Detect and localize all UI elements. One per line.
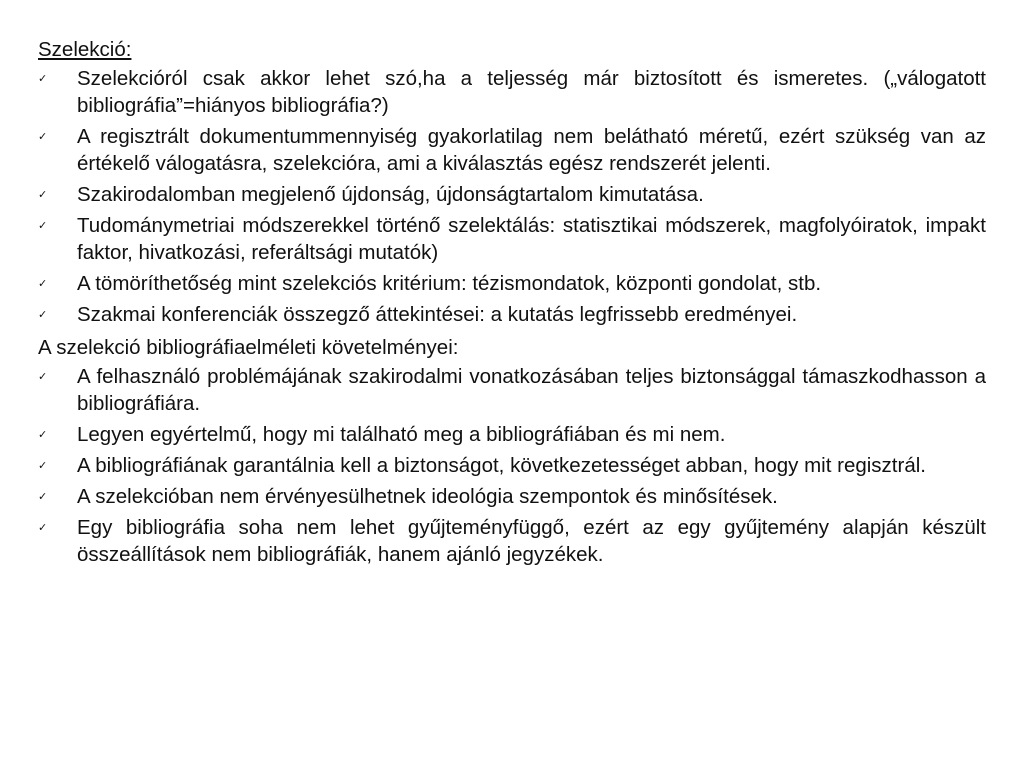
list-item-text: A tömöríthetőség mint szelekciós kritérium: tézismondatok, központi gondolat, stb. [77,272,822,295]
list-item-text: A bibliográfiának garantálnia kell a biztonságot, következetességet abban, hogy mit regisztrál. [77,454,926,477]
list-item-text: A szelekcióban nem érvényesülhetnek ideológia szempontok és minősítések. [77,485,778,508]
checkmark-icon: ✓ [38,277,48,290]
list-item-text: A felhasználó problémájának szakirodalmi vonatkozásában teljes biztonsággal támaszkodhasson a bibliográfiára. [77,365,986,415]
checkmark-icon: ✓ [38,459,48,472]
checkmark-icon: ✓ [38,428,48,441]
selection-list [38,65,986,328]
list-item [38,452,986,479]
list-item-text: Szakmai konferenciák összegző áttekintései: a kutatás legfrissebb eredményei. [77,303,798,326]
list-item [38,363,986,417]
list-item [38,123,986,177]
checkmark-icon: ✓ [38,490,48,503]
list-item [38,301,986,328]
list-item [38,421,986,448]
checkmark-icon: ✓ [38,521,48,534]
checkmark-icon: ✓ [38,72,48,85]
list-item [38,514,986,568]
list-item-text: A regisztrált dokumentummennyiség gyakorlatilag nem belátható méretű, ezért szükség van az értékelő válogatásra, szelekcióra, ami a kiválasztás egész rendszerét jelenti. [77,125,986,175]
checkmark-icon: ✓ [38,308,48,321]
checkmark-icon: ✓ [38,188,48,201]
list-item-text: Szelekcióról csak akkor lehet szó,ha a teljesség már biztosított és ismeretes. („válogatott bibliográfia”=hiányos bibliográfia?) [77,67,986,117]
list-item-text: Szakirodalomban megjelenő újdonság, újdonságtartalom kimutatása. [77,183,704,206]
checkmark-icon: ✓ [38,130,48,143]
list-item [38,212,986,266]
list-item [38,483,986,510]
list-item [38,270,986,297]
checkmark-icon: ✓ [38,219,48,232]
checkmark-icon: ✓ [38,370,48,383]
list-item-text: Tudománymetriai módszerekkel történő szelektálás: statisztikai módszerek, magfolyóiratok, impakt faktor, hivatkozási, referáltsági mutatók) [77,214,986,264]
list-item [38,65,986,119]
list-item [38,181,986,208]
requirements-heading: A szelekció bibliográfiaelméleti követelményei: [38,336,459,359]
requirements-list [38,363,986,568]
list-item-text: Egy bibliográfia soha nem lehet gyűjteményfüggő, ezért az egy gyűjtemény alapján készült összeállítások nem bibliográfiák, hanem ajánló jegyzékek. [77,516,986,566]
slide-heading: Szelekció: [38,38,132,61]
list-item-text: Legyen egyértelmű, hogy mi található meg a bibliográfiában és mi nem. [77,423,726,446]
